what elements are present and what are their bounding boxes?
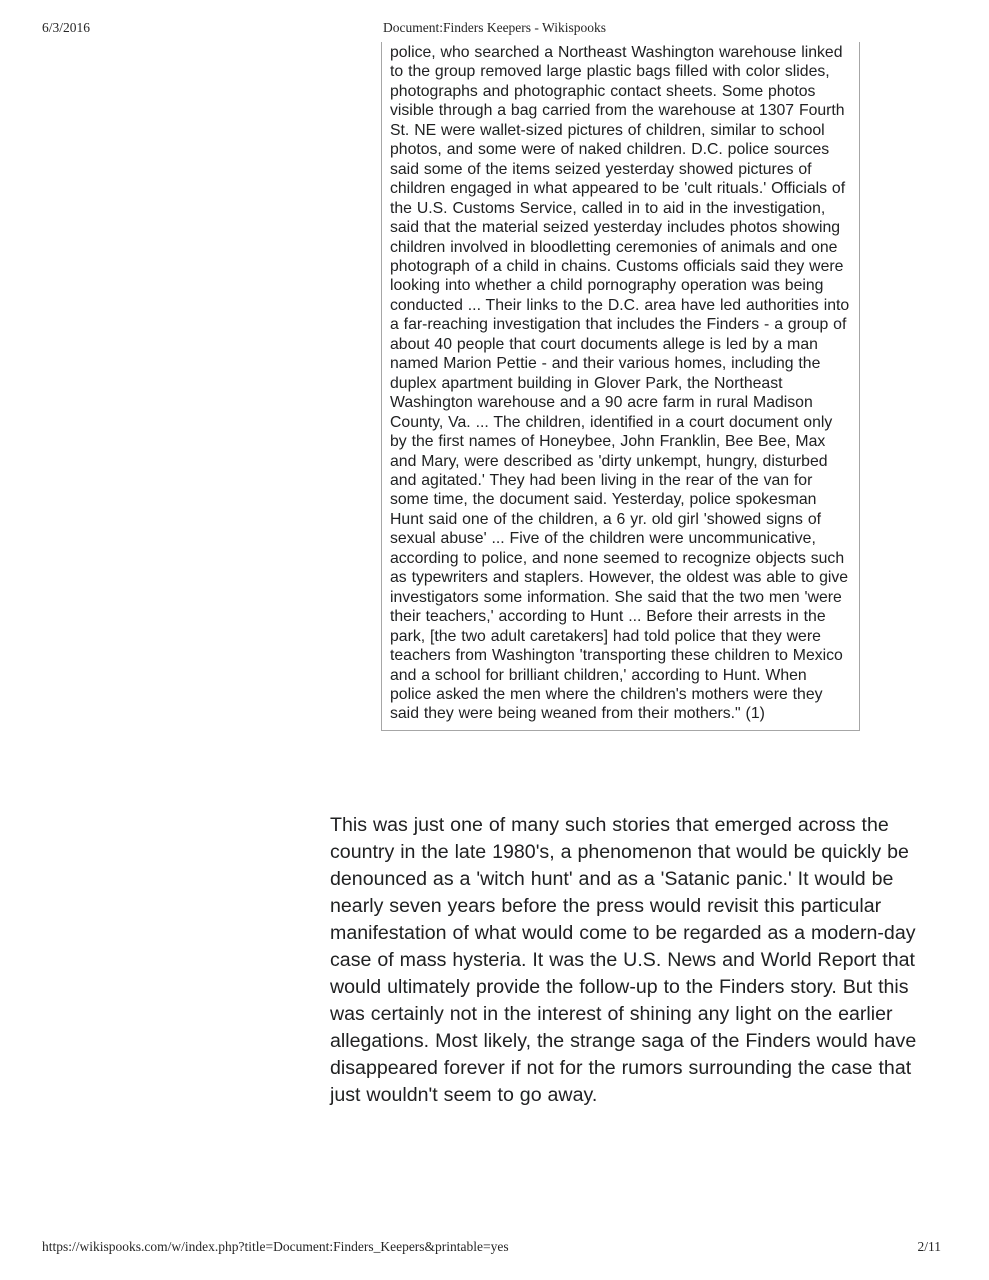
page-number: 2/11 xyxy=(917,1239,941,1254)
blockquote-excerpt: police, who searched a Northeast Washington warehouse linked to the group removed large plastic bags filled with color slides, photographs and photographic contact sheets. Some photos visible through a bag carried from the warehouse at 1307 Fourth St. NE were wallet-sized pictures of children, similar to school photos, and some were of naked children. D.C. police sources said some of the items seized yesterday showed pictures of children engaged in what appeared to be 'cult rituals.' Officials of the U.S. Customs Service, called in to aid in the investigation, said that the material seized yesterday includes photos showing children involved in bloodletting ceremonies of animals and one photograph of a child in chains. Customs officials said they were looking into whether a child pornography operation was being conducted ... Their links to the D.C. area have led authorities into a far-reaching investigation that includes the Finders - a group of about 40 people that court documents allege is led by a man named Marion Pettie - and their various homes, including the duplex apartment building in Glover Park, the Northeast Washington warehouse and a 90 acre farm in rural Madison County, Va. ... The children, identified in a court document only by the first names of Honeybee, John Franklin, Bee Bee, Max and Mary, were described as 'dirty unkempt, hungry, disturbed and agitated.' They had been living in the rear of the van for some time, the document said. Yesterday, police spokesman Hunt said one of the children, a 6 yr. old girl 'showed signs of sexual abuse' ... Five of the children were uncommunicative, according to police, and none seemed to recognize objects such as typewriters and staplers. However, the oldest was able to give investigators some information. She said that the two men 'were their teachers,' according to Hunt ... Before their arrests in the park, [the two adult caretakers] had told police that they were teachers from Washington 'transporting these children to Mexico and a school for brilliant children,' according to Hunt. When police asked the men where the children's mothers were they said they were being weaned from their mothers." (1) xyxy=(381,42,860,731)
source-url: https://wikispooks.com/w/index.php?title=Document:Finders_Keepers&printable=yes xyxy=(42,1239,509,1254)
print-date: 6/3/2016 xyxy=(42,20,91,35)
article-paragraph: This was just one of many such stories that emerged across the country in the late 1980's, a phenomenon that would be quickly be denounced as a 'witch hunt' and as a 'Satanic panic.' It would be nearly seven years before the press would revisit this particular manifestation of what would come to be regarded as a modern-day case of mass hysteria. It was the U.S. News and World Report that would ultimately provide the follow-up to the Finders story. But this was certainly not in the interest of shining any light on the earlier allegations. Most likely, the strange saga of the Finders would have disappeared forever if not for the rumors surrounding the case that just wouldn't seem to go away. xyxy=(330,814,917,1106)
page-title: Document:Finders Keepers - Wikispooks xyxy=(382,20,607,35)
print-header xyxy=(0,20,989,38)
print-footer xyxy=(0,1239,989,1257)
